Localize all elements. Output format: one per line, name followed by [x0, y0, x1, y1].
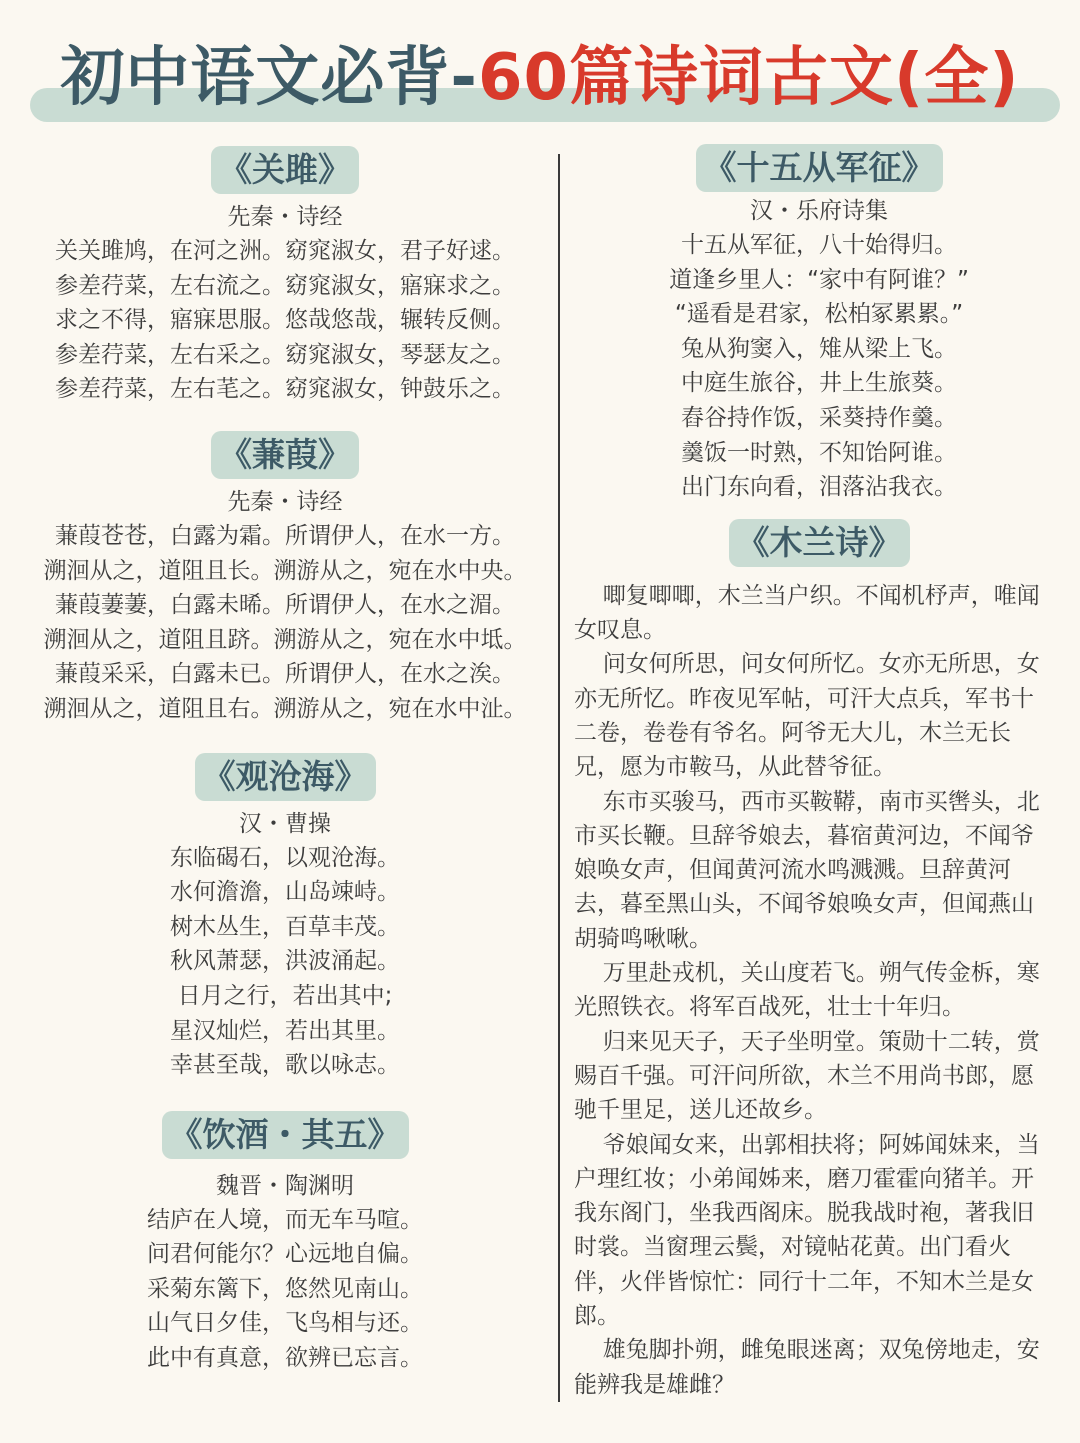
poem-line: 星汉灿烂，若出其里。: [170, 1017, 400, 1044]
poem-line: 树木丛生，百草丰茂。: [170, 913, 400, 940]
page-title: [0, 38, 1080, 118]
right-column: [574, 140, 1064, 1402]
title-part-2: 60篇诗词古文(全): [478, 41, 1020, 115]
title-area: [0, 30, 1080, 130]
poem-title: 《饮酒・其五》: [162, 1111, 409, 1159]
poem-line: 参差荇菜，左右流之。窈窕淑女，寤寐求之。: [55, 272, 515, 299]
poem-line: 十五从军征，八十始得归。: [681, 232, 957, 258]
poem-paragraph: 东市买骏马，西市买鞍鞯，南市买辔头，北市买长鞭。旦辞爷娘去，暮宿黄河边，不闻爷娘唤女声，但闻黄河流水鸣溅溅。旦辞黄河去，暮至黑山头，不闻爷娘唤女声，但闻燕山胡骑鸣啾啾。: [574, 788, 1040, 952]
poem-line: 此中有真意，欲辨已忘言。: [147, 1345, 423, 1372]
poem-line: 蒹葭萋萋，白露未晞。所谓伊人，在水之湄。: [55, 592, 515, 619]
poem-yinjiu: [20, 1111, 550, 1376]
poem-line: 参差荇菜，左右芼之。窈窕淑女，钟鼓乐之。: [55, 376, 515, 403]
poem-author: 魏晋・陶渊明: [216, 1172, 354, 1199]
poem-line: 溯洄从之，道阻且长。溯游从之，宛在水中央。: [43, 557, 527, 584]
poem-line: 水何澹澹，山岛竦峙。: [170, 879, 400, 906]
poem-line: 问君何能尔？心远地自偏。: [147, 1241, 423, 1268]
poem-title: 《十五从军征》: [696, 144, 943, 192]
column-divider: [558, 154, 560, 1402]
poem-author: 先秦・诗经: [227, 204, 343, 230]
poem-author: 汉・曹操: [239, 810, 331, 837]
poem-author: 先秦・诗经: [227, 488, 343, 515]
poem-line: 溯洄从之，道阻且跻。溯游从之，宛在水中坻。: [43, 626, 527, 653]
poem-title: 《蒹葭》: [211, 431, 359, 479]
poem-line: 出门东向看，泪落沾我衣。: [681, 474, 957, 501]
poem-jianjia: [20, 431, 550, 727]
poem-line: 中庭生旅谷，井上生旅葵。: [681, 370, 957, 397]
poem-line: 山气日夕佳，飞鸟相与还。: [147, 1310, 423, 1337]
poem-line: 道逢乡里人：“家中有阿谁？”: [669, 266, 969, 293]
poem-paragraph: 归来见天子，天子坐明堂。策勋十二转，赏赐百千强。可汗问所欲，木兰不用尚书郎，愿驰千里足，送儿还故乡。: [574, 1028, 1040, 1124]
poem-line: 溯洄从之，道阻且右。溯游从之，宛在水中沚。: [43, 695, 527, 722]
poem-line: 兔从狗窦入，雉从梁上飞。: [681, 335, 957, 362]
poem-line: 关关雎鸠，在河之洲。窈窕淑女，君子好逑。: [55, 238, 515, 264]
poem-body: [574, 579, 1044, 1402]
poem-guanju: [20, 146, 550, 407]
left-column: [20, 140, 550, 1376]
title-part-1: 初中语文必背-: [60, 41, 478, 115]
poem-paragraph: 雄兔脚扑朔，雌兔眼迷离；双兔傍地走，安能辨我是雄雌？: [574, 1337, 1040, 1398]
poem-line: 蒹葭苍苍，白露为霜。所谓伊人，在水一方。: [55, 522, 515, 549]
poem-mulanshi: [574, 519, 1064, 1402]
poem-paragraph: 问女何所思，问女何所忆。女亦无所思，女亦无所忆。昨夜见军帖，可汗大点兵，军书十二卷，卷卷有爷名。阿爷无大儿，木兰无长兄，愿为市鞍马，从此替爷征。: [574, 651, 1040, 781]
poem-line: 蒹葭采采，白露未已。所谓伊人，在水之涘。: [55, 661, 515, 688]
poem-line: 结庐在人境，而无车马喧。: [147, 1206, 423, 1233]
poem-author: 汉・乐府诗集: [750, 198, 888, 224]
poem-paragraph: 唧复唧唧，木兰当户织。不闻机杼声，唯闻女叹息。: [574, 582, 1040, 644]
poem-line: 日月之行，若出其中;: [177, 982, 393, 1009]
poem-title: 《关雎》: [211, 146, 359, 194]
poem-line: 幸甚至哉，歌以咏志。: [170, 1052, 400, 1079]
poem-line: 秋风萧瑟，洪波涌起。: [170, 948, 400, 975]
poem-line: 舂谷持作饭，采葵持作羹。: [681, 404, 957, 431]
poem-guancanghai: [20, 753, 550, 1083]
poem-title: 《木兰诗》: [729, 519, 910, 567]
poem-line: 东临碣石，以观沧海。: [170, 844, 400, 871]
poem-line: 羹饭一时熟，不知饴阿谁。: [681, 439, 957, 466]
poem-paragraph: 爷娘闻女来，出郭相扶将；阿姊闻妹来，当户理红妆；小弟闻姊来，磨刀霍霍向猪羊。开我东阁门，坐我西阁床。脱我战时袍，著我旧时裳。当窗理云鬓，对镜帖花黄。出门看火伴，火伴皆惊忙：同行十二年，不知木兰是女郎。: [574, 1131, 1040, 1329]
poem-line: 参差荇菜，左右采之。窈窕淑女，琴瑟友之。: [55, 341, 515, 368]
poem-title: 《观沧海》: [195, 753, 376, 801]
poem-paragraph: 万里赴戎机，关山度若飞。朔气传金柝，寒光照铁衣。将军百战死，壮士十年归。: [574, 960, 1040, 1021]
poem-line: 求之不得，寤寐思服。悠哉悠哉，辗转反侧。: [55, 307, 515, 334]
poem-line: 采菊东篱下，悠然见南山。: [147, 1275, 423, 1302]
poem-shiwucongjunzheng: [574, 144, 1064, 505]
poem-line: “遥看是君家，松柏冢累累。”: [674, 301, 964, 328]
